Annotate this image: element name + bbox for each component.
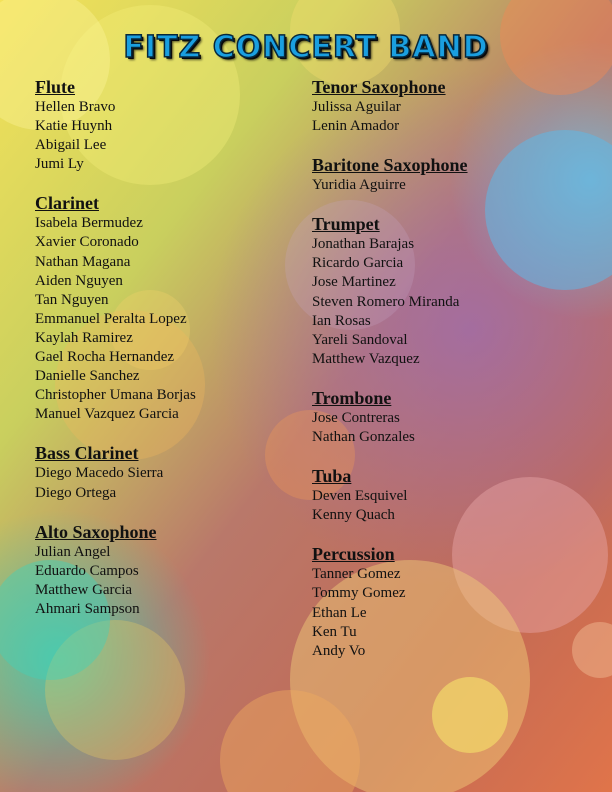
member-list (312, 235, 592, 369)
member-name: Diego Ortega (35, 484, 117, 501)
section-heading: Tuba (312, 466, 352, 487)
section-heading: Clarinet (35, 193, 99, 214)
member-name: Deven Esquivel (312, 488, 408, 505)
member-name: Julissa Aguilar (312, 99, 401, 115)
member-name: Gael Rocha Hernandez (35, 349, 175, 366)
member-list (312, 565, 592, 660)
member-list (312, 176, 592, 195)
member-name: Tanner Gomez (312, 566, 401, 583)
member-list (35, 543, 285, 619)
member-list (312, 487, 592, 525)
member-name: Kenny Quach (312, 507, 395, 524)
member-name: Ethan Le (312, 604, 367, 621)
member-list (35, 464, 285, 502)
member-name: Manuel Vazquez Garcia (35, 406, 179, 423)
roster-column-right (312, 76, 592, 679)
section-bass-clarinet (35, 442, 285, 502)
section-alto-saxophone (35, 521, 285, 619)
member-list (35, 98, 285, 174)
member-name: Emmanuel Peralta Lopez (35, 310, 187, 327)
section-heading: Trumpet (312, 214, 380, 235)
member-name: Katie Huynh (35, 118, 113, 135)
member-name: Xavier Coronado (35, 234, 139, 251)
member-name: Hellen Bravo (35, 99, 116, 115)
member-name: Yuridia Aguirre (312, 177, 406, 194)
section-heading: Bass Clarinet (35, 443, 139, 464)
section-percussion (312, 543, 592, 660)
member-name: Aiden Nguyen (35, 272, 123, 289)
member-name: Jumi Ly (35, 156, 84, 173)
section-heading: Flute (35, 77, 75, 97)
member-name: Nathan Gonzales (312, 429, 415, 446)
member-name: Yareli Sandoval (312, 331, 408, 348)
member-name: Ricardo Garcia (312, 255, 404, 272)
section-baritone-saxophone (312, 154, 592, 195)
member-list (312, 409, 592, 447)
member-name: Jose Contreras (312, 409, 400, 426)
section-heading: Percussion (312, 544, 395, 565)
section-flute (35, 76, 285, 174)
section-trombone (312, 387, 592, 447)
member-name: Tan Nguyen (35, 291, 109, 308)
section-trumpet (312, 213, 592, 369)
member-name: Abigail Lee (35, 137, 107, 154)
member-name: Danielle Sanchez (35, 368, 140, 385)
section-heading: Alto Saxophone (35, 521, 157, 542)
member-name: Isabela Bermudez (35, 215, 143, 232)
member-name: Julian Angel (35, 543, 111, 560)
member-name: Christopher Umana Borjas (35, 387, 196, 404)
member-name: Matthew Vazquez (312, 350, 420, 367)
member-list (35, 214, 285, 424)
member-name: Kaylah Ramirez (35, 329, 133, 346)
member-name: Ian Rosas (312, 312, 371, 329)
member-name: Matthew Garcia (35, 581, 133, 598)
section-heading: Baritone Saxophone (312, 155, 468, 176)
member-name: Ahmari Sampson (35, 600, 140, 617)
member-name: Eduardo Campos (35, 562, 139, 579)
member-name: Diego Macedo Sierra (35, 465, 164, 482)
member-name: Tommy Gomez (312, 585, 406, 602)
member-name: Andy Vo (312, 642, 366, 659)
section-heading: Tenor Saxophone (312, 77, 446, 97)
member-name: Ken Tu (312, 623, 357, 640)
member-name: Jonathan Barajas (312, 236, 415, 253)
section-heading: Trombone (312, 387, 392, 408)
section-tenor-saxophone (312, 76, 592, 136)
page-title: FITZ CONCERT BAND (123, 30, 489, 65)
member-name: Steven Romero Miranda (312, 293, 460, 310)
member-list (312, 98, 592, 136)
roster-column-left (35, 76, 285, 637)
section-clarinet (35, 192, 285, 424)
member-name: Nathan Magana (35, 253, 131, 270)
member-name: Jose Martinez (312, 274, 396, 291)
section-tuba (312, 465, 592, 525)
member-name: Lenin Amador (312, 118, 400, 135)
